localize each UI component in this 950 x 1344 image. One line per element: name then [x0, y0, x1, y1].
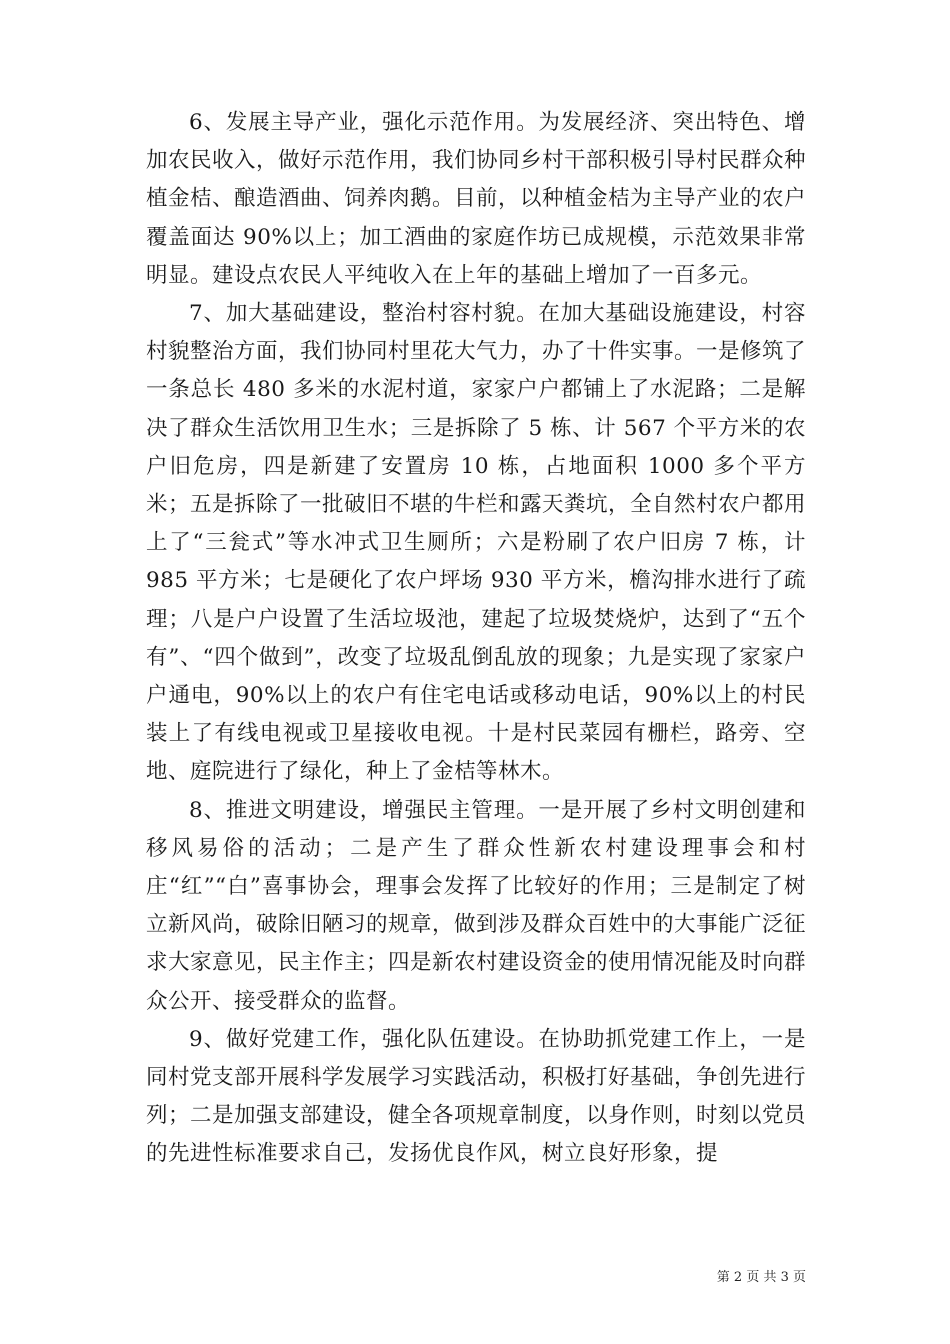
paragraph-6: 6、发展主导产业，强化示范作用。为发展经济、突出特色、增加农民收入，做好示范作用，我们协同乡村干部积极引导村民群众种植金桔、酿造酒曲、饲养肉鹅。目前，以种植金桔为主导产业的农户覆盖面达 90%以上；加工酒曲的家庭作坊已成规模，示范效果非常明显。建设点农民人平纯收入在上年的基础上增加了一百多元。: [146, 110, 807, 288]
paragraph-8: 8、推进文明建设，增强民主管理。一是开展了乡村文明创建和移风易俗的活动；二是产生了群众性新农村建设理事会和村庄“红”“白”喜事协会，理事会发挥了比较好的作用；三是制定了树立新风尚，破除旧陋习的规章，做到涉及群众百姓中的大事能广泛征求大家意见，民主作主；四是新农村建设资金的使用情况能及时向群众公开、接受群众的监督。: [146, 797, 807, 1014]
page-number: 第 2 页 共 3 页: [716, 1270, 806, 1285]
paragraph-9: 9、做好党建工作，强化队伍建设。在协助抓党建工作上，一是同村党支部开展科学发展学习实践活动，积极打好基础，争创先进行列；二是加强支部建设，健全各项规章制度，以身作则，时刻以党员的先进性标准要求自己，发扬优良作风，树立良好形象，提: [146, 1026, 807, 1167]
paragraph-7: 7、加大基础建设，整治村容村貌。在加大基础设施建设，村容村貌整治方面，我们协同村里花大气力，办了十件实事。一是修筑了一条总长 480 多米的水泥村道，家家户户都铺上了水泥路；二是解决了群众生活饮用卫生水；三是拆除了 5 栋、计 567 个平方米的农户旧危房，四是新建了安置房 10 栋，占地面积 1000 多个平方米；五是拆除了一批破旧不堪的牛栏和露天粪坑，全自然村农户都用上了“三瓮式”等水冲式卫生厕所；六是粉刷了农户旧房 7 栋，计 985 平方米；七是硬化了农户坪场 930 平方米，檐沟排水进行了疏理；八是户户设置了生活垃圾池，建起了垃圾焚烧炉，达到了“五个有”、“四个做到”，改变了垃圾乱倒乱放的现象；九是实现了家家户户通电，90%以上的农户有住宅电话或移动电话，90%以上的村民装上了有线电视或卫星接收电视。十是村民菜园有栅栏，路旁、空地、庭院进行了绿化，种上了金桔等林木。: [146, 301, 807, 785]
document-body: [146, 104, 806, 1174]
